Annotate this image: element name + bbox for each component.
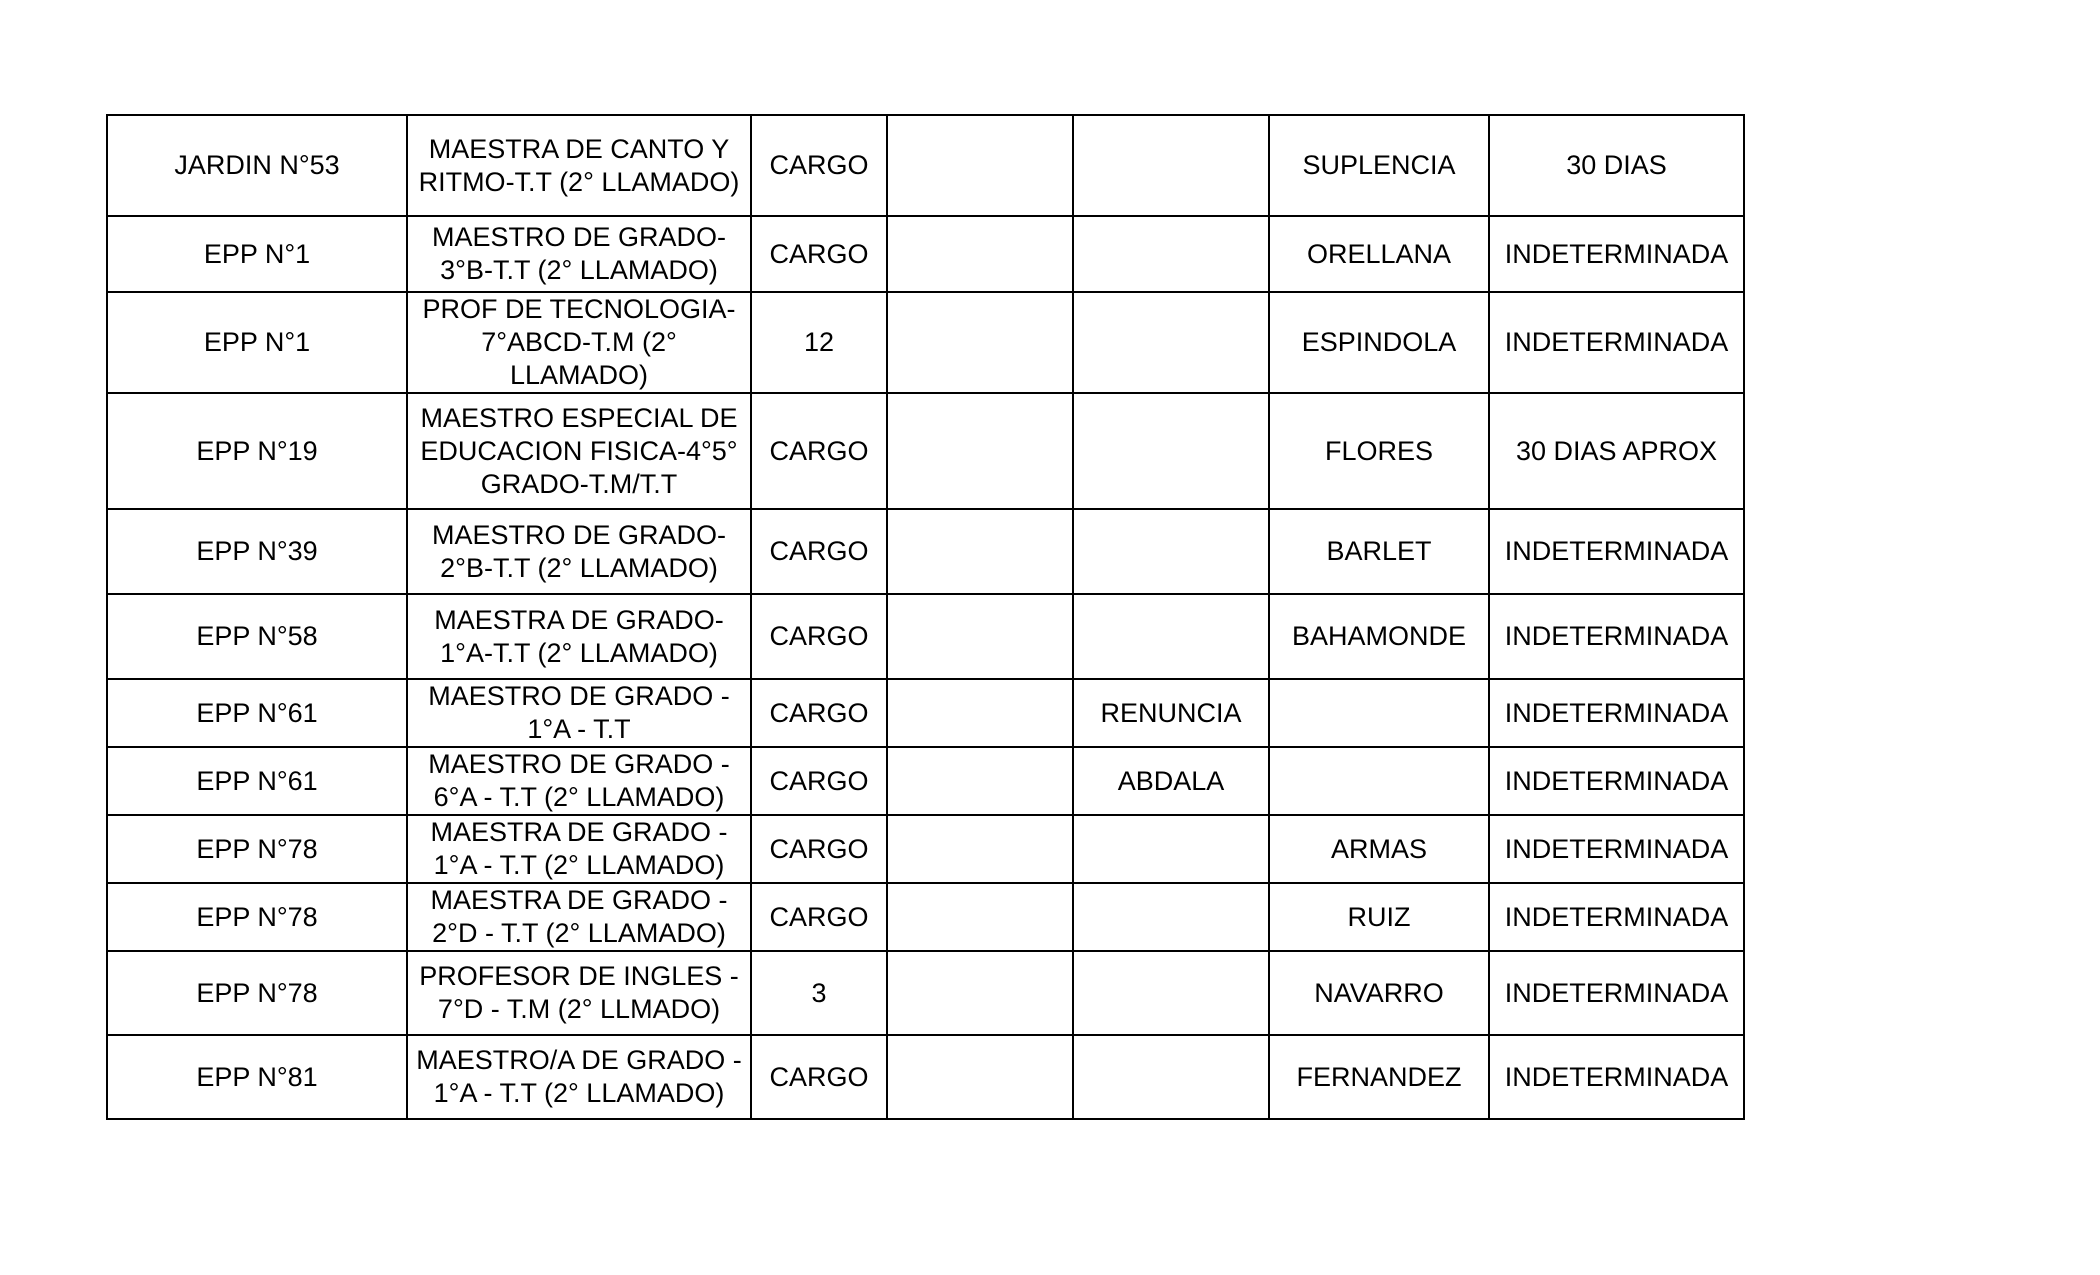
cell-reason <box>1073 883 1269 951</box>
cell-reason: ABDALA <box>1073 747 1269 815</box>
cell-position: MAESTRA DE GRADO- 1°A-T.T (2° LLAMADO) <box>407 594 751 679</box>
cell-position: MAESTRO DE GRADO - 1°A - T.T <box>407 679 751 747</box>
cell-hours: CARGO <box>751 216 887 292</box>
table-row <box>107 393 1744 509</box>
cell-reason <box>1073 1035 1269 1119</box>
cell-position: MAESTRO DE GRADO- 3°B-T.T (2° LLAMADO) <box>407 216 751 292</box>
vacancy-table <box>106 114 1745 1120</box>
cell-duration: INDETERMINADA <box>1489 951 1744 1035</box>
cell-duration: INDETERMINADA <box>1489 1035 1744 1119</box>
cell-blank-a <box>887 216 1073 292</box>
cell-holder: BARLET <box>1269 509 1489 594</box>
cell-holder: BAHAMONDE <box>1269 594 1489 679</box>
cell-reason <box>1073 292 1269 393</box>
table-row <box>107 883 1744 951</box>
cell-duration: INDETERMINADA <box>1489 509 1744 594</box>
cell-position: PROFESOR DE INGLES - 7°D - T.M (2° LLMADO) <box>407 951 751 1035</box>
cell-duration: INDETERMINADA <box>1489 292 1744 393</box>
cell-reason <box>1073 951 1269 1035</box>
cell-position: MAESTRO DE GRADO - 6°A - T.T (2° LLAMADO) <box>407 747 751 815</box>
cell-blank-a <box>887 509 1073 594</box>
cell-hours: CARGO <box>751 594 887 679</box>
cell-holder: ARMAS <box>1269 815 1489 883</box>
cell-holder: ESPINDOLA <box>1269 292 1489 393</box>
cell-blank-a <box>887 815 1073 883</box>
cell-school: EPP N°61 <box>107 679 407 747</box>
cell-duration: 30 DIAS APROX <box>1489 393 1744 509</box>
table-row <box>107 1035 1744 1119</box>
table-row <box>107 594 1744 679</box>
cell-school: EPP N°78 <box>107 815 407 883</box>
cell-reason <box>1073 393 1269 509</box>
cell-position: MAESTRA DE GRADO - 2°D - T.T (2° LLAMADO) <box>407 883 751 951</box>
cell-school: EPP N°78 <box>107 883 407 951</box>
cell-duration: INDETERMINADA <box>1489 747 1744 815</box>
cell-school: EPP N°1 <box>107 292 407 393</box>
cell-position: MAESTRO/A DE GRADO - 1°A - T.T (2° LLAMADO) <box>407 1035 751 1119</box>
cell-school: EPP N°19 <box>107 393 407 509</box>
cell-reason <box>1073 594 1269 679</box>
cell-hours: CARGO <box>751 747 887 815</box>
cell-hours: CARGO <box>751 115 887 216</box>
cell-duration: INDETERMINADA <box>1489 679 1744 747</box>
table-body <box>107 115 1744 1119</box>
cell-blank-a <box>887 1035 1073 1119</box>
table-row <box>107 747 1744 815</box>
cell-holder: FERNANDEZ <box>1269 1035 1489 1119</box>
cell-holder: RUIZ <box>1269 883 1489 951</box>
cell-duration: INDETERMINADA <box>1489 216 1744 292</box>
cell-holder: SUPLENCIA <box>1269 115 1489 216</box>
cell-duration: INDETERMINADA <box>1489 815 1744 883</box>
cell-holder: FLORES <box>1269 393 1489 509</box>
cell-school: EPP N°1 <box>107 216 407 292</box>
table-row <box>107 509 1744 594</box>
table-row <box>107 292 1744 393</box>
cell-hours: CARGO <box>751 815 887 883</box>
cell-holder: ORELLANA <box>1269 216 1489 292</box>
cell-holder <box>1269 747 1489 815</box>
cell-hours: CARGO <box>751 883 887 951</box>
cell-duration: INDETERMINADA <box>1489 883 1744 951</box>
cell-position: MAESTRA DE GRADO - 1°A - T.T (2° LLAMADO) <box>407 815 751 883</box>
cell-hours: CARGO <box>751 509 887 594</box>
cell-position: MAESTRO ESPECIAL DE EDUCACION FISICA-4°5° GRADO-T.M/T.T <box>407 393 751 509</box>
cell-blank-a <box>887 292 1073 393</box>
table-row <box>107 951 1744 1035</box>
cell-school: EPP N°58 <box>107 594 407 679</box>
cell-holder: NAVARRO <box>1269 951 1489 1035</box>
cell-school: EPP N°61 <box>107 747 407 815</box>
cell-reason <box>1073 115 1269 216</box>
cell-reason <box>1073 509 1269 594</box>
cell-school: JARDIN N°53 <box>107 115 407 216</box>
cell-blank-a <box>887 883 1073 951</box>
cell-hours: CARGO <box>751 393 887 509</box>
cell-holder <box>1269 679 1489 747</box>
cell-hours: 3 <box>751 951 887 1035</box>
cell-blank-a <box>887 679 1073 747</box>
cell-duration: INDETERMINADA <box>1489 594 1744 679</box>
cell-hours: CARGO <box>751 679 887 747</box>
cell-blank-a <box>887 115 1073 216</box>
cell-position: PROF DE TECNOLOGIA- 7°ABCD-T.M (2° LLAMADO) <box>407 292 751 393</box>
cell-blank-a <box>887 747 1073 815</box>
cell-school: EPP N°81 <box>107 1035 407 1119</box>
cell-duration: 30 DIAS <box>1489 115 1744 216</box>
table-row <box>107 216 1744 292</box>
cell-blank-a <box>887 951 1073 1035</box>
cell-hours: CARGO <box>751 1035 887 1119</box>
table-row <box>107 815 1744 883</box>
cell-reason: RENUNCIA <box>1073 679 1269 747</box>
cell-school: EPP N°78 <box>107 951 407 1035</box>
cell-hours: 12 <box>751 292 887 393</box>
cell-blank-a <box>887 393 1073 509</box>
cell-blank-a <box>887 594 1073 679</box>
table-row <box>107 115 1744 216</box>
cell-reason <box>1073 216 1269 292</box>
cell-reason <box>1073 815 1269 883</box>
cell-position: MAESTRA DE CANTO Y RITMO-T.T (2° LLAMADO) <box>407 115 751 216</box>
table-row <box>107 679 1744 747</box>
cell-position: MAESTRO DE GRADO- 2°B-T.T (2° LLAMADO) <box>407 509 751 594</box>
cell-school: EPP N°39 <box>107 509 407 594</box>
